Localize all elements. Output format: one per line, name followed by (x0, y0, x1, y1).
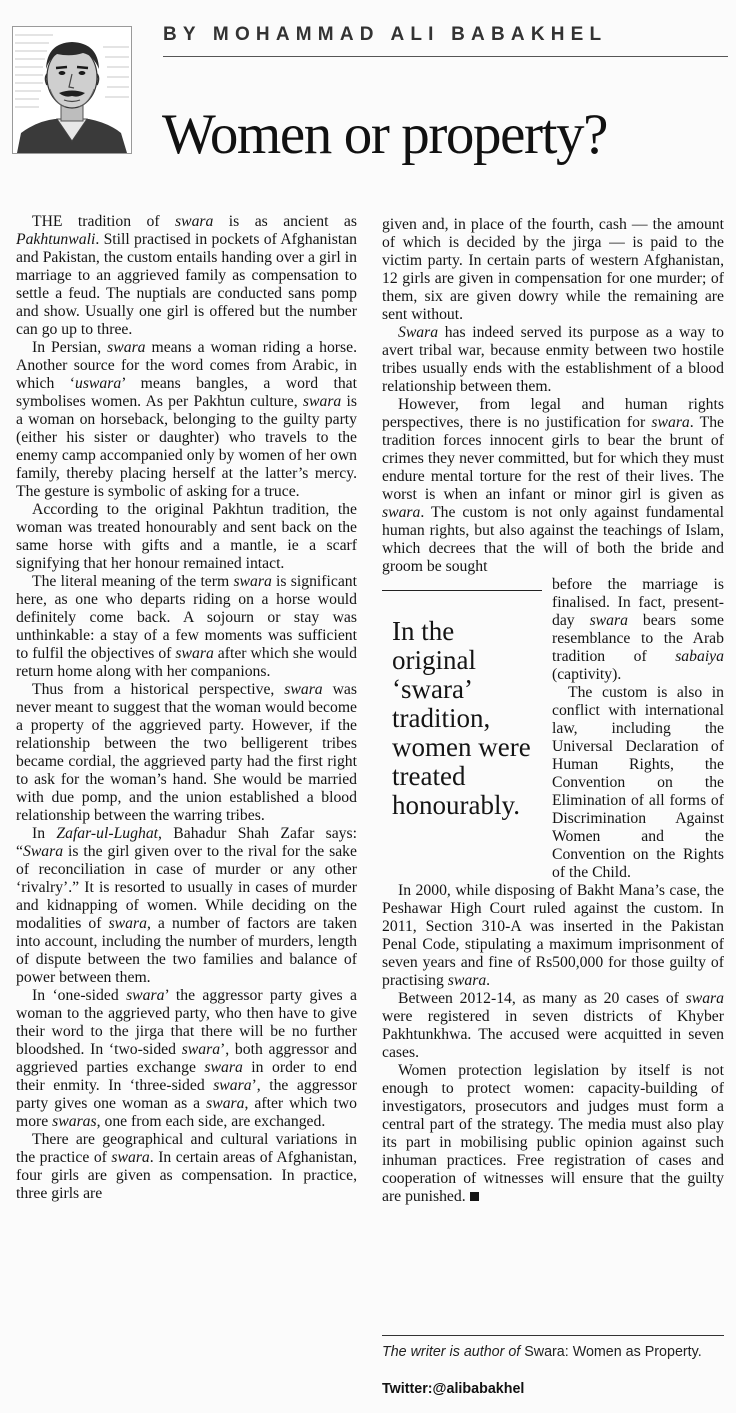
article-paragraph: before the marriage is finalised. In fact, present-day swara bears some resemblance to the Arab tradition of sabaiya (captivity). (552, 576, 724, 683)
italic-term: swara (233, 573, 272, 590)
italic-term: swara (204, 1059, 243, 1076)
italic-term: swara (206, 1095, 245, 1112)
article-paragraph: Women protection legislation by itself is not enough to protect women: capacity-building of investigators, prosecutors and judges must form a central part of the strategy. The media must also play its part in mobilising public opinion against such inhuman practices. Free registration of cases and cooperation of witnesses will ensure that the guilty are punished. (382, 1062, 724, 1205)
italic-term: uswara (74, 375, 122, 392)
article-paragraph: According to the original Pakhtun tradition, the woman was treated honourably and sent back on the same horse with gifts and a mantle, ie a scarf signifying that her honour remained intact. (16, 501, 357, 572)
writer-note: The writer is author of Swara: Women as Property. (382, 1344, 702, 1360)
author-portrait (12, 26, 132, 154)
article-column-1 (16, 213, 357, 1203)
italic-term: swara (126, 987, 165, 1004)
italic-term: Pakhtunwali (16, 231, 96, 248)
article-paragraph: given and, in place of the fourth, cash — the amount of which is decided by the jirga — is paid to the victim party. In certain parts of western Afghanistan, 12 girls are given in compensation for one murder; of them, six are given dowry while the remaining are sent without. (382, 216, 724, 323)
footer-rule (382, 1335, 724, 1336)
italic-term: swara (111, 1149, 150, 1166)
article-paragraph: Between 2012-14, as many as 20 cases of swara were registered in seven districts of Khyber Pakhtunkhwa. The accused were acquitted in seven cases. (382, 990, 724, 1061)
article-paragraph: THE tradition of swara is as ancient as Pakhtunwali. Still practised in pockets of Afghanistan and Pakistan, the custom entails handing over a girl in marriage to an aggrieved family as compensation to settle a feud. The nuptials are conducted sans pomp and show. Usually one girl is offered but the number can go up to three. (16, 213, 357, 338)
column-2-top-text (382, 216, 724, 576)
end-mark (470, 1192, 479, 1201)
italic-term: swara (382, 504, 421, 521)
italic-term: swara (175, 213, 214, 230)
italic-term: swara (108, 915, 147, 932)
article-paragraph: In Persian, swara means a woman riding a horse. Another source for the word comes from Arabic, in which ‘uswara’ means bangles, a word that symbolises women. As per Pakhtun culture, swara is a woman on horseback, belonging to the guilty party (either his sister or daughter) who travels to the enemy camp accompanied only by women of her own family, thereby placing herself at the latter’s mercy. The gesture is symbolic of asking for a truce. (16, 339, 358, 500)
italic-term: The writer is author of (382, 1344, 525, 1360)
article-paragraph: However, from legal and human rights perspectives, there is no justification for swara. The tradition forces innocent girls to bear the brunt of crimes they never committed, but for which they must endure mental torture for the rest of their lives. The worst is when an infant or minor girl is given as swara. The custom is not only against fundamental human rights, but also against the teachings of Islam, which decrees that the will of both the bride and groom be sought (382, 396, 725, 575)
article-paragraph: Swara has indeed served its purpose as a way to avert tribal war, because enmity between two hostile tribes usually ends with the establishment of a blood relationship between them. (382, 324, 724, 395)
italic-term: swara (589, 612, 628, 629)
article-paragraph: The literal meaning of the term swara is significant here, as one who departs riding on a horse would definitely come back. A sojourn or stay was unthinkable: a stay of a few moments was sufficient to fulfil the objectives of swara after which she would return home along with her companions. (16, 573, 358, 680)
article-paragraph: Thus from a historical perspective, swara was never meant to suggest that the woman would become a property of the aggrieved party. However, if the relationship between the two belligerent tribes became cordial, the aggrieved party had the first right to ask for the woman’s hand. She would be married with due pomp, and the union established a blood relationship between the warring tribes. (16, 681, 357, 824)
italic-term: swara (447, 972, 487, 989)
italic-term: swara (213, 1077, 252, 1094)
byline-rule (163, 56, 728, 57)
article-paragraph: In Zafar-ul-Lughat, Bahadur Shah Zafar says: “Swara is the girl given over to the rival for the sake of reconciliation in case of murder or any other ‘rivalry’.” It is resorted to usually in cases of murder and kidnapping of women. While deciding on the modalities of swara, a number of factors are taken into account, including the number of murders, length of dispute between the two families and balance of power between them. (16, 825, 357, 986)
author-portrait-drawing (13, 27, 131, 153)
italic-term: sabaiya (675, 648, 724, 665)
byline: BY MOHAMMAD ALI BABAKHEL (163, 24, 608, 45)
article-paragraph: In ‘one-sided swara’ the aggressor party gives a woman to the aggrieved party, who then have to give their word to the jirga that there will be no further bloodshed. In ‘two-sided swara’, both aggressor and aggrieved parties exchange swara in order to end their enmity. In ‘three-sided swara’, the aggressor party gives one woman as a swara, after which two more swaras, one from each side, are exchanged. (16, 987, 358, 1130)
italic-term: swara (181, 1041, 221, 1058)
italic-term: swara (302, 393, 342, 410)
italic-term: swara (107, 339, 146, 356)
pull-quote (382, 590, 542, 871)
headline: Women or property? (162, 103, 608, 166)
article-paragraph: In 2000, while disposing of Bakht Mana’s case, the Peshawar High Court ruled against the custom. In 2011, Section 310-A was inserted in the Pakistan Penal Code, stipulating a maximum imprisonment of seven years and fine of Rs500,000 for those guilty of practising swara. (382, 882, 724, 989)
italic-term: Zafar-ul-Lughat (56, 825, 159, 842)
italic-term: swara (175, 645, 214, 662)
pull-quote-text: In the original ‘swara’ tradition, women were treated honourably. (392, 616, 531, 820)
italic-term: swaras (52, 1113, 97, 1130)
italic-term: swara (284, 681, 323, 698)
italic-term: Swara (398, 324, 439, 341)
italic-term: swara (685, 990, 724, 1007)
italic-term: swara (651, 414, 690, 431)
twitter-handle: Twitter:@alibabakhel (382, 1381, 525, 1397)
article-column-2 (382, 216, 724, 1206)
article-paragraph: The custom is also in conflict with international law, including the Universal Declaration of Human Rights, the Convention on the Elimination of all forms of Discrimination Against Women and the Convention on the Rights of the Child. (552, 684, 724, 881)
italic-term: Swara (22, 843, 64, 860)
article-paragraph: There are geographical and cultural variations in the practice of swara. In certain areas of Afghanistan, four girls are given as compensation. In practice, three girls are (16, 1131, 358, 1202)
